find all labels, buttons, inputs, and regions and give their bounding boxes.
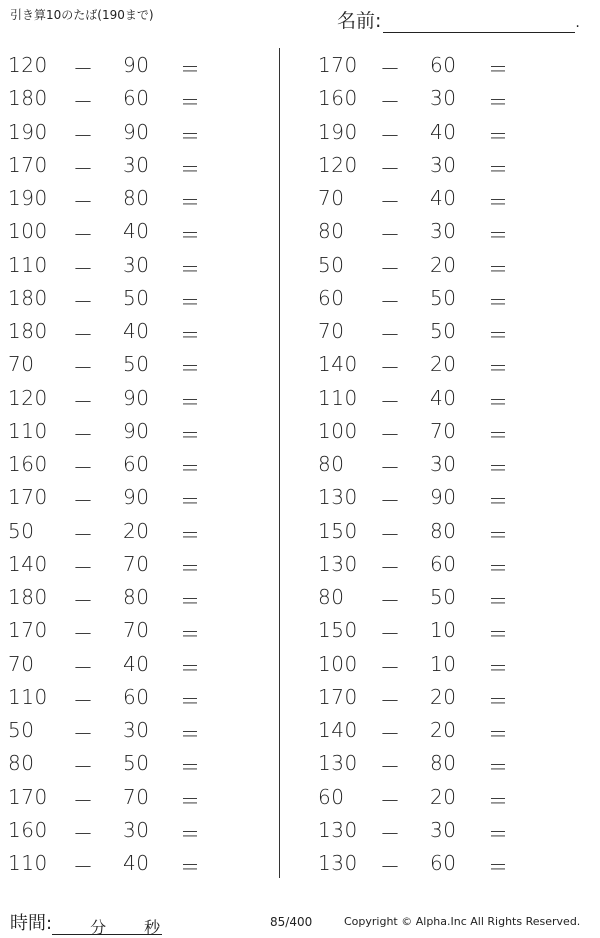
- minus-sign: －: [380, 788, 401, 813]
- equals-sign: ＝: [488, 522, 509, 547]
- minus-sign: －: [380, 323, 401, 347]
- minuend: 70: [8, 352, 35, 377]
- equals-sign: ＝: [488, 821, 509, 846]
- minuend: 100: [8, 219, 48, 244]
- minuend: 80: [8, 751, 35, 776]
- subtrahend: 70: [430, 418, 457, 443]
- minuend: 130: [318, 851, 358, 875]
- equals-sign: ＝: [488, 323, 509, 347]
- minus-sign: －: [73, 123, 94, 148]
- minus-sign: －: [380, 389, 401, 414]
- time-field: [10, 909, 162, 935]
- subtrahend: 30: [430, 817, 457, 842]
- minus-sign: －: [380, 589, 401, 613]
- minus-sign: －: [380, 90, 401, 115]
- subtrahend: 90: [123, 418, 150, 443]
- subtrahend: 70: [123, 618, 150, 643]
- equals-sign: ＝: [180, 589, 201, 613]
- subtrahend: 90: [123, 485, 150, 510]
- minus-sign: －: [73, 456, 94, 480]
- subtrahend: 20: [430, 252, 457, 277]
- subtrahend: 60: [430, 551, 457, 576]
- minuend: 170: [8, 485, 48, 510]
- subtrahend: 10: [430, 618, 457, 643]
- worksheet-title: 引き算10のたば(190まで): [10, 8, 154, 22]
- minuend: 110: [8, 684, 48, 709]
- minus-sign: －: [380, 57, 401, 81]
- minus-sign: －: [380, 156, 401, 181]
- equals-sign: ＝: [180, 855, 201, 879]
- equals-sign: ＝: [180, 289, 201, 314]
- minus-sign: －: [380, 555, 401, 580]
- minuend: 140: [318, 718, 358, 742]
- seconds-label: 秒: [144, 918, 161, 937]
- footer: [0, 907, 600, 937]
- subtrahend: 20: [430, 784, 457, 809]
- subtrahend: 80: [430, 518, 457, 543]
- equals-sign: ＝: [488, 655, 509, 680]
- minuend: 120: [8, 385, 48, 410]
- minuend: 130: [318, 817, 358, 842]
- minus-sign: －: [380, 223, 401, 248]
- minuend: 100: [318, 651, 358, 676]
- subtrahend: 60: [430, 53, 457, 77]
- minuend: 160: [318, 86, 358, 111]
- subtrahend: 20: [430, 684, 457, 709]
- subtrahend: 30: [430, 152, 457, 177]
- minus-sign: －: [380, 356, 401, 381]
- minus-sign: －: [380, 855, 401, 879]
- minuend: 70: [318, 186, 345, 210]
- equals-sign: ＝: [488, 389, 509, 414]
- equals-sign: ＝: [180, 522, 201, 547]
- minus-sign: －: [73, 57, 94, 81]
- subtrahend: 60: [123, 452, 150, 476]
- subtrahend: 30: [430, 86, 457, 111]
- subtrahend: 50: [123, 285, 150, 310]
- subtrahend: 50: [430, 285, 457, 310]
- minus-sign: －: [380, 655, 401, 680]
- minus-sign: －: [73, 356, 94, 381]
- equals-sign: ＝: [488, 755, 509, 780]
- equals-sign: ＝: [488, 289, 509, 314]
- subtrahend: 50: [430, 319, 457, 343]
- minuend: 190: [318, 119, 358, 144]
- equals-sign: ＝: [180, 821, 201, 846]
- equals-sign: ＝: [180, 456, 201, 480]
- minus-sign: －: [73, 389, 94, 414]
- name-end-dot: .: [575, 15, 580, 31]
- minuend: 180: [8, 319, 48, 343]
- minus-sign: －: [380, 522, 401, 547]
- equals-sign: ＝: [180, 422, 201, 447]
- minuend: 180: [8, 585, 48, 609]
- equals-sign: ＝: [488, 788, 509, 813]
- subtrahend: 30: [430, 452, 457, 476]
- equals-sign: ＝: [180, 722, 201, 746]
- subtrahend: 20: [430, 352, 457, 377]
- subtrahend: 70: [123, 784, 150, 809]
- subtrahend: 60: [430, 851, 457, 875]
- minuend: 120: [318, 152, 358, 177]
- minuend: 170: [8, 152, 48, 177]
- equals-sign: ＝: [488, 489, 509, 514]
- subtrahend: 40: [123, 319, 150, 343]
- subtrahend: 20: [123, 518, 150, 543]
- equals-sign: ＝: [488, 722, 509, 746]
- equals-sign: ＝: [180, 788, 201, 813]
- minuend: 50: [8, 718, 35, 742]
- subtrahend: 90: [123, 385, 150, 410]
- minuend: 150: [318, 618, 358, 643]
- minus-sign: －: [73, 821, 94, 846]
- minuend: 110: [8, 418, 48, 443]
- equals-sign: ＝: [488, 90, 509, 115]
- minus-sign: －: [73, 755, 94, 780]
- minus-sign: －: [73, 655, 94, 680]
- minus-sign: －: [73, 256, 94, 281]
- minuend: 170: [318, 684, 358, 709]
- equals-sign: ＝: [180, 256, 201, 281]
- minuend: 50: [318, 252, 345, 277]
- minus-sign: －: [73, 522, 94, 547]
- subtrahend: 80: [430, 751, 457, 776]
- subtrahend: 40: [430, 186, 457, 210]
- minus-sign: －: [73, 323, 94, 347]
- minuend: 160: [8, 452, 48, 476]
- subtrahend: 90: [123, 53, 150, 77]
- minus-sign: －: [380, 456, 401, 480]
- subtrahend: 40: [123, 851, 150, 875]
- minus-sign: －: [73, 622, 94, 647]
- minus-sign: －: [73, 688, 94, 713]
- minus-sign: －: [380, 755, 401, 780]
- equals-sign: ＝: [488, 688, 509, 713]
- minus-sign: －: [73, 422, 94, 447]
- subtrahend: 30: [123, 718, 150, 742]
- minuend: 150: [318, 518, 358, 543]
- subtrahend: 50: [123, 352, 150, 377]
- time-blank[interactable]: [52, 916, 162, 935]
- equals-sign: ＝: [180, 123, 201, 148]
- subtrahend: 30: [123, 152, 150, 177]
- equals-sign: ＝: [180, 755, 201, 780]
- minuend: 130: [318, 751, 358, 776]
- minus-sign: －: [380, 123, 401, 148]
- minus-sign: －: [73, 156, 94, 181]
- minus-sign: －: [73, 489, 94, 514]
- equals-sign: ＝: [488, 156, 509, 181]
- minuend: 110: [8, 252, 48, 277]
- minuend: 190: [8, 186, 48, 210]
- equals-sign: ＝: [180, 389, 201, 414]
- equals-sign: ＝: [180, 655, 201, 680]
- minus-sign: －: [380, 821, 401, 846]
- minus-sign: －: [73, 722, 94, 746]
- equals-sign: ＝: [180, 356, 201, 381]
- equals-sign: ＝: [488, 622, 509, 647]
- minuend: 80: [318, 219, 345, 244]
- minuend: 130: [318, 485, 358, 510]
- subtrahend: 40: [430, 385, 457, 410]
- minus-sign: －: [73, 90, 94, 115]
- minus-sign: －: [380, 289, 401, 314]
- subtrahend: 50: [430, 585, 457, 609]
- minuend: 140: [8, 551, 48, 576]
- minuend: 60: [318, 285, 345, 310]
- equals-sign: ＝: [488, 422, 509, 447]
- equals-sign: ＝: [180, 688, 201, 713]
- subtrahend: 80: [123, 186, 150, 210]
- minuend: 80: [318, 585, 345, 609]
- equals-sign: ＝: [488, 589, 509, 613]
- minuend: 50: [8, 518, 35, 543]
- minuend: 110: [318, 385, 358, 410]
- minuend: 130: [318, 551, 358, 576]
- subtrahend: 60: [123, 684, 150, 709]
- equals-sign: ＝: [488, 223, 509, 248]
- equals-sign: ＝: [180, 156, 201, 181]
- equals-sign: ＝: [180, 190, 201, 214]
- minus-sign: －: [380, 422, 401, 447]
- minuend: 110: [8, 851, 48, 875]
- minus-sign: －: [380, 688, 401, 713]
- equals-sign: ＝: [488, 855, 509, 879]
- name-underline[interactable]: [383, 14, 575, 33]
- minuend: 180: [8, 285, 48, 310]
- name-field[interactable]: [337, 6, 580, 33]
- name-label: 名前:: [337, 10, 382, 32]
- time-label: 時間:: [10, 913, 53, 934]
- subtrahend: 60: [123, 86, 150, 111]
- subtrahend: 90: [430, 485, 457, 510]
- minuend: 160: [8, 817, 48, 842]
- subtrahend: 40: [123, 219, 150, 244]
- minutes-label: 分: [90, 918, 107, 937]
- minuend: 60: [318, 784, 345, 809]
- equals-sign: ＝: [488, 57, 509, 81]
- subtrahend: 10: [430, 651, 457, 676]
- minuend: 170: [8, 618, 48, 643]
- minuend: 100: [318, 418, 358, 443]
- subtrahend: 50: [123, 751, 150, 776]
- equals-sign: ＝: [488, 123, 509, 148]
- minuend: 70: [8, 651, 35, 676]
- subtrahend: 30: [123, 252, 150, 277]
- minus-sign: －: [380, 190, 401, 214]
- equals-sign: ＝: [180, 57, 201, 81]
- minus-sign: －: [73, 223, 94, 248]
- minus-sign: －: [380, 256, 401, 281]
- minus-sign: －: [73, 289, 94, 314]
- equals-sign: ＝: [180, 90, 201, 115]
- minuend: 180: [8, 86, 48, 111]
- equals-sign: ＝: [488, 356, 509, 381]
- equals-sign: ＝: [180, 223, 201, 248]
- equals-sign: ＝: [488, 190, 509, 214]
- subtrahend: 90: [123, 119, 150, 144]
- equals-sign: ＝: [488, 456, 509, 480]
- column-divider: [279, 48, 280, 878]
- minuend: 140: [318, 352, 358, 377]
- minus-sign: －: [73, 589, 94, 613]
- equals-sign: ＝: [488, 256, 509, 281]
- equals-sign: ＝: [180, 489, 201, 514]
- minus-sign: －: [380, 489, 401, 514]
- subtrahend: 20: [430, 718, 457, 742]
- minus-sign: －: [73, 190, 94, 214]
- subtrahend: 80: [123, 585, 150, 609]
- minuend: 70: [318, 319, 345, 343]
- equals-sign: ＝: [180, 555, 201, 580]
- minus-sign: －: [73, 788, 94, 813]
- equals-sign: ＝: [180, 622, 201, 647]
- page-number: 85/400: [270, 915, 313, 929]
- minuend: 80: [318, 452, 345, 476]
- subtrahend: 70: [123, 551, 150, 576]
- minus-sign: －: [73, 855, 94, 879]
- copyright: Copyright © Alpha.Inc All Rights Reserved.: [344, 915, 581, 928]
- subtrahend: 30: [430, 219, 457, 244]
- subtrahend: 30: [123, 817, 150, 842]
- subtrahend: 40: [430, 119, 457, 144]
- minuend: 120: [8, 53, 48, 77]
- equals-sign: ＝: [488, 555, 509, 580]
- minus-sign: －: [380, 622, 401, 647]
- minuend: 170: [318, 53, 358, 77]
- equals-sign: ＝: [180, 323, 201, 347]
- minus-sign: －: [380, 722, 401, 746]
- minuend: 190: [8, 119, 48, 144]
- minus-sign: －: [73, 555, 94, 580]
- minuend: 170: [8, 784, 48, 809]
- subtrahend: 40: [123, 651, 150, 676]
